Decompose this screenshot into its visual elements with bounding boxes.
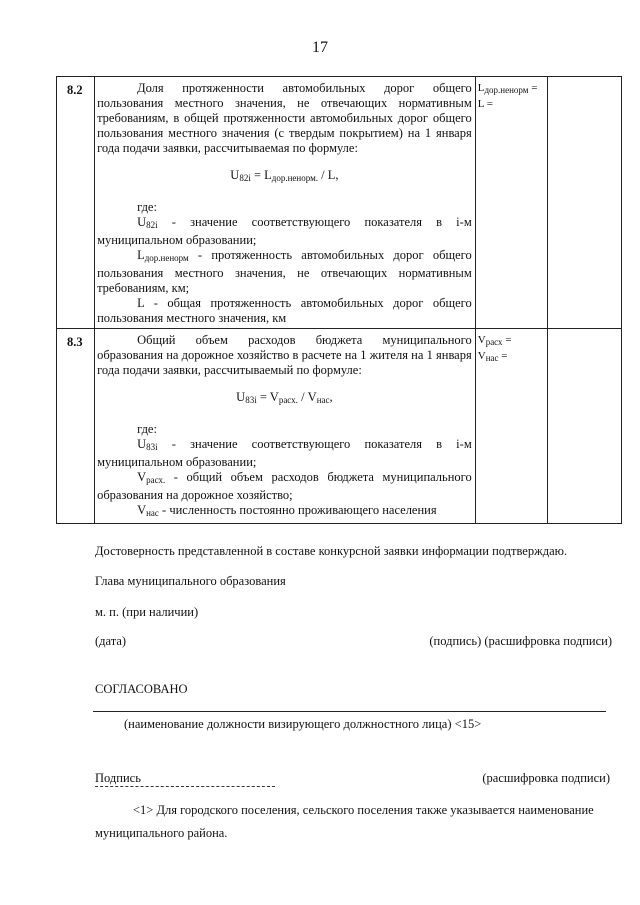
position-line [93,711,606,712]
position-caption: (наименование должности визирующего должностного лица) <15> [124,717,482,731]
agreed-heading: СОГЛАСОВАНО [95,682,188,696]
indicators-table [56,76,622,524]
variable-value: $L_{дор.ненорм}$ = [477,82,538,95]
footnote-separator [95,786,275,787]
stamp-label: м. п. (при наличии) [95,605,199,619]
variable-value: $V_{нас}$ = [477,350,508,363]
description-text: Общий объем расходов бюджета муниципального образования на дорожное хозяйство в расчете на 1 жителя на 1 января года подачи заявки, рассчитываемый по формуле: [97,333,472,377]
head-label: Глава муниципального образования [95,574,286,588]
variable-value: $V_{расх}$ = [477,334,512,347]
empty-cell [547,77,621,329]
definition: L - общая протяженность автомобильных дорог общего пользования местного значения, км [97,296,472,325]
variable-value: L = [477,98,494,110]
definition: $U_{83i}$ - значение соответствующего показателя в i-м муниципальном образовании; [97,437,472,469]
row-number: 8.2 [57,77,95,329]
formula: $U_{83i} = V_{расх.} / V_{нас}$, [236,390,333,405]
decode-label: (расшифровка подписи) [482,771,610,785]
date-label: (дата) [95,634,127,648]
variables-cell [475,329,547,524]
empty-cell [547,329,621,524]
table-row [57,77,622,329]
table-row [57,329,622,524]
footnote-text: <1> Для городского поселения, сельского поселения также указывается наименование [133,803,594,817]
variables-cell [475,77,547,329]
row-description [95,329,476,524]
row-number: 8.3 [57,329,95,524]
sign-label: Подпись [95,771,141,785]
where-label: где: [137,200,157,214]
page-number: 17 [312,39,328,56]
footnote-text-continued: муниципального района. [95,826,228,840]
definition: $L_{дор.ненорм}$ - протяженность автомобильных дорог общего пользования местного значения, не отвечающих нормативным требованиям, км; [97,248,472,295]
row-description [95,77,476,329]
description-text: Доля протяженности автомобильных дорог общего пользования местного значения, не отвечающих нормативным требованиям, в общей протяженности автомобильных дорог общего пользования местного значения (с твердым покрытием) на 1 января года подачи заявки, рассчитываемая по формуле: [97,81,472,155]
formula: $U_{82i} = L_{дор.ненорм.} / L$, [230,168,339,183]
where-label: где: [137,422,157,436]
signature-label: (подпись) (расшифровка подписи) [429,634,612,648]
definition: $V_{расх.}$ - общий объем расходов бюджета муниципального образования на дорожное хозяйство; [97,470,472,502]
confirmation-text: Достоверность представленной в составе конкурсной заявки информации подтверждаю. [95,544,568,558]
definition: $V_{нас}$ - численность постоянно проживающего населения [137,503,437,518]
definition: $U_{82i}$ - значение соответствующего показателя в i-м муниципальном образовании; [97,215,472,247]
